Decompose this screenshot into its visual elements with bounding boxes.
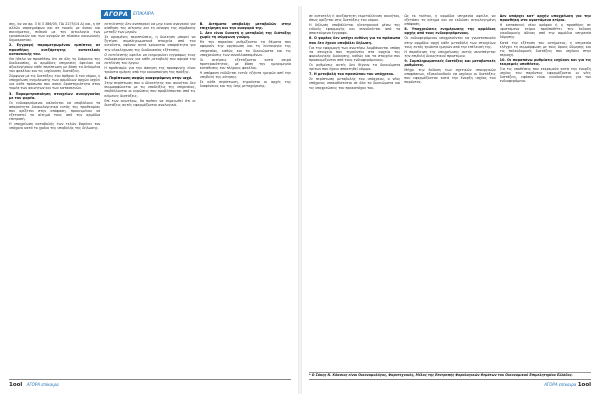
- article-paragraph: Β. Αιτήματα υποβολής μεταβολών στην επιχείρηση και την αναφορά της.: [199, 22, 291, 31]
- article-paragraph: Σύμφωνα με τις διατάξεις του άρθρου 4 του νόμου, η υποχρέωση ενημέρωσης των αρμόδιων αρχών ισχύει για κάθε πρόσωπο που ασκεί δραστηριότητα στον τομέα των ακινήτων και των κατασκευών.: [9, 74, 101, 91]
- article-column: [200, 22, 291, 374]
- article-paragraph: 8. Υποχρεώσεις ενημέρωσης της αρμόδιας αρχής από τους ενδιαφερόμενους.: [404, 27, 496, 36]
- footer-brand: ΑΓΟΡΑ επίκαιρα: [544, 382, 577, 387]
- article-paragraph: Η δήλωση υποβάλλεται ηλεκτρονικά μέσω της ειδικής εφαρμογής και συνοδεύεται από τα απαιτούμενα έγγραφα.: [309, 23, 401, 36]
- article-paragraph: Σε ορισμένες περιπτώσεις, η διοίκηση μπορεί να ζητήσει συμπληρωματικά στοιχεία από τον αιτούντα, εφόσον αυτά κρίνονται απαραίτητα για την ολοκλήρωση της διαδικασίας εξέτασης.: [104, 35, 196, 52]
- masthead: [101, 10, 199, 19]
- page-number: 1ool: [577, 382, 591, 388]
- article-paragraph: Κατά την εξέταση του αιτήματος, η υπηρεσία ελέγχει τη συμμόρφωση με τους όρους δόμησης και τις πολεοδομικές διατάξεις που ισχύουν στην περιοχή.: [499, 40, 591, 57]
- article-paragraph: Η απόφαση εκδίδεται εντός εξήντα ημερών από την υποβολή της αίτησης.: [199, 71, 291, 80]
- article-paragraph: Οι ενδιαφερόμενοι καλούνται να υποβάλουν τα απαραίτητα δικαιολογητικά εντός της προθεσμίας που ορίζεται στην απόφαση, προκειμένου να εξεταστεί το αίτημά τους από την αρμόδια επιτροπή.: [9, 100, 101, 122]
- article-paragraph: Η υποχρέωση καταβολής των τελών βαρύνει τον υπόχρεο κατά το χρόνο της υποβολής της δήλωσης.: [9, 122, 101, 131]
- magazine-subtitle: ΕΠΙΚΑΙΡΑ: [133, 12, 154, 17]
- article-paragraph: Οι αιτήσεις εξετάζονται κατά σειρά προτεραιότητας, με βάση την ημερομηνία κατάθεσης του πλήρους φακέλου.: [199, 57, 291, 70]
- page-gutter: [298, 6, 302, 394]
- footer-brand: ΑΓΟΡΑ επίκαιρα: [26, 382, 59, 387]
- article-paragraph: Η προθεσμία για την άσκηση της προσφυγής είναι τριάντα ημέρες από την κοινοποίηση της πράξης.: [104, 65, 196, 75]
- article-paragraph: 4. Περίπτωση σαφώς αναφερόμενη στην ισχύ.: [104, 76, 193, 81]
- author-footnote: * Ο Σάκης Ν. Κόσσιος είναι Οικονομολόγος, Φοροτεχνικός, Μέλος της Επιτροπής Φορολογικών Θεμάτων του Οικονομικού Επιμελητηρίου Ελλάδος.: [309, 372, 591, 378]
- article-paragraph: Με την παρούσα ρυθμίζονται τα θέματα που αφορούν την οργάνωση και τη λειτουργία της υπηρεσίας, καθώς και τα δικαιώματα και τις υποχρεώσεις των συναλλασσομένων.: [199, 40, 291, 57]
- right-page: [303, 6, 597, 394]
- article-paragraph: Θα ήθελα να προσθέσω ότι σε όλη τη διάρκεια της διαδικασίας, οι αρμόδιες υπηρεσίες όφειλαν να αξιολογήσουν κάθε περίπτωση με βάση τα δεδομένα του φακέλου και τις ισχύουσες διατάξεις.: [9, 56, 101, 74]
- right-footer: [309, 379, 591, 390]
- article-paragraph: 10. Οι παραπάνω ρυθμίσεις ισχύουν και για τις εκκρεμείς υποθέσεις.: [499, 57, 591, 67]
- article-paragraph: 6. Ο φορέας δεν υπέχει ευθύνη για τα πρόσωπα που δεν έχουν υποβάλει δήλωση.: [309, 36, 401, 45]
- magazine-logo: ΑΓΟΡΑ: [101, 10, 131, 19]
- article-paragraph: 9. Συμπληρωματικές διατάξεις και μεταβατικές ρυθμίσεις.: [404, 58, 496, 68]
- article-paragraph: Στην περίπτωση που ο ιδιοκτήτης του ακινήτου δεν συμμορφώνεται με τις υποδείξεις της υπηρεσίας, επιβάλλονται οι κυρώσεις που προβλέπονται από τις κείμενες διατάξεις.: [104, 81, 196, 98]
- article-paragraph: Η παράλειψη της υποχρέωσης αυτής συνεπάγεται την επιβολή διοικητικού προστίμου.: [404, 49, 496, 58]
- article-paragraph: Για τις υποθέσεις που εκκρεμούν κατά την έναρξη ισχύος του παρόντος εφαρμόζονται οι νέες διατάξεις, εφόσον είναι ευνοϊκότερες για τον ενδιαφερόμενο.: [499, 67, 591, 84]
- article-paragraph: 2. Εγγραφή παραμετρωμένου εμπίπτος σε προσθήκη ανεξάρτητης αυτοτελούς κατασκευής του.: [9, 43, 101, 56]
- page-number: 1ool: [9, 382, 23, 388]
- article-column: [104, 22, 195, 374]
- article-paragraph: Επί των ανωτέρω, θα πρέπει να σημειωθεί ότι οι διατάξεις αυτές εφαρμόζονται αναλογικά.: [104, 98, 196, 107]
- article-paragraph: 1. Δεν είναι δυνατή η μεταβολή της διάταξης χωρίς τη σύμφωνη γνώμη.: [199, 31, 291, 40]
- article-column: [9, 22, 100, 374]
- article-paragraph: Μέχρι την έκδοση των σχετικών υπουργικών αποφάσεων, εξακολουθούν να ισχύουν οι διατάξεις που εφαρμόζονταν κατά την έναρξη ισχύος του παρόντος.: [404, 68, 496, 85]
- right-columns: [309, 14, 591, 362]
- article-paragraph: εκτελεστής δεν ανεπαρκεί να μην είναι αναγκαίο για αίσθηση της αίτησης και τη σύναψη της σύμβασης μεταξύ των μερών.: [104, 22, 196, 35]
- article-paragraph: Για την εφαρμογή των ανωτέρω λαμβάνονται υπόψη τα στοιχεία που τηρούνται στα αρχεία της φορολογικής διοίκησης, καθώς και τα στοιχεία που προσκομίζονται από τους ενδιαφερόμενους.: [309, 45, 401, 62]
- article-paragraph: Ο εκτελεστής οφείλει να ενημερώνει εγγράφως τους ενδιαφερόμενους για κάθε μεταβολή που αφορά την εκτέλεση του έργου.: [104, 52, 196, 65]
- left-page: [3, 6, 297, 394]
- article-paragraph: Οι ενδιαφερόμενοι υποχρεούνται να γνωστοποιούν στην αρμόδια αρχή κάθε μεταβολή των στοιχείων τους εντός τριάντα ημερών από την επέλευσή της.: [404, 36, 496, 49]
- article-column: [309, 14, 400, 362]
- article-paragraph: σε αυτοτελή ή ανεξάρτητη εκμετάλλευση ακινήτου, όπως ορίζεται στις διατάξεις του νόμου.: [309, 14, 401, 23]
- article-paragraph: Σε περίπτωση μεταβολής του υπόχρεου, ο νέος υπόχρεος υποκαθίσταται σε όλα τα δικαιώματα και τις υποχρεώσεις του προκατόχου του.: [309, 77, 401, 90]
- article-paragraph: 3. Παραμετροποίηση στοιχείων συνεργασίας με τον φορέα.: [9, 91, 101, 100]
- article-paragraph: 7. Η μεταβολή του προσώπου του υπόχρεου.: [309, 72, 395, 77]
- article-paragraph: Οι ρυθμίσεις αυτές δεν θίγουν τα δικαιώματα τρίτων που έχουν αποκτηθεί νόμιμα.: [309, 63, 401, 72]
- left-columns: [9, 22, 291, 374]
- article-column: [404, 14, 495, 362]
- article-paragraph: Δεν υπάρχει κατ' αρχήν υποχρέωση για την προσθήκη στο υφιστάμενο κτίριο.: [499, 14, 591, 23]
- article-column: [500, 14, 591, 362]
- article-paragraph: σης, bν να αρ. 3 Ν 3 386/05, ΠΔ 2275/14 Δ) και, η ήπ αλλών σαραγράφων και σε τοιούς με άνεου και σκευήματος, πιθανά με την αιτιολογία των εργασιακών και των αγορών σε πλαίσιο κοινωνικής δημοκρατίας.: [9, 22, 101, 43]
- article-paragraph: Σε κάθε περίπτωση, τηρούνται οι αρχές της διαφάνειας και της ίσης μεταχείρισης.: [199, 80, 291, 89]
- article-paragraph: Η κατασκευή νέου ορόφου ή η προσθήκη σε υφιστάμενο κτίριο προϋποθέτει την έκδοση οικοδομικής άδειας από την αρμόδια υπηρεσία δόμησης.: [499, 23, 591, 40]
- left-footer: [9, 379, 291, 390]
- article-paragraph: Ως εκ τούτου, η αρμόδια υπηρεσία οφείλει να εξετάσει το αίτημα και να εκδώσει αιτιολογημένη απόφαση.: [404, 14, 496, 27]
